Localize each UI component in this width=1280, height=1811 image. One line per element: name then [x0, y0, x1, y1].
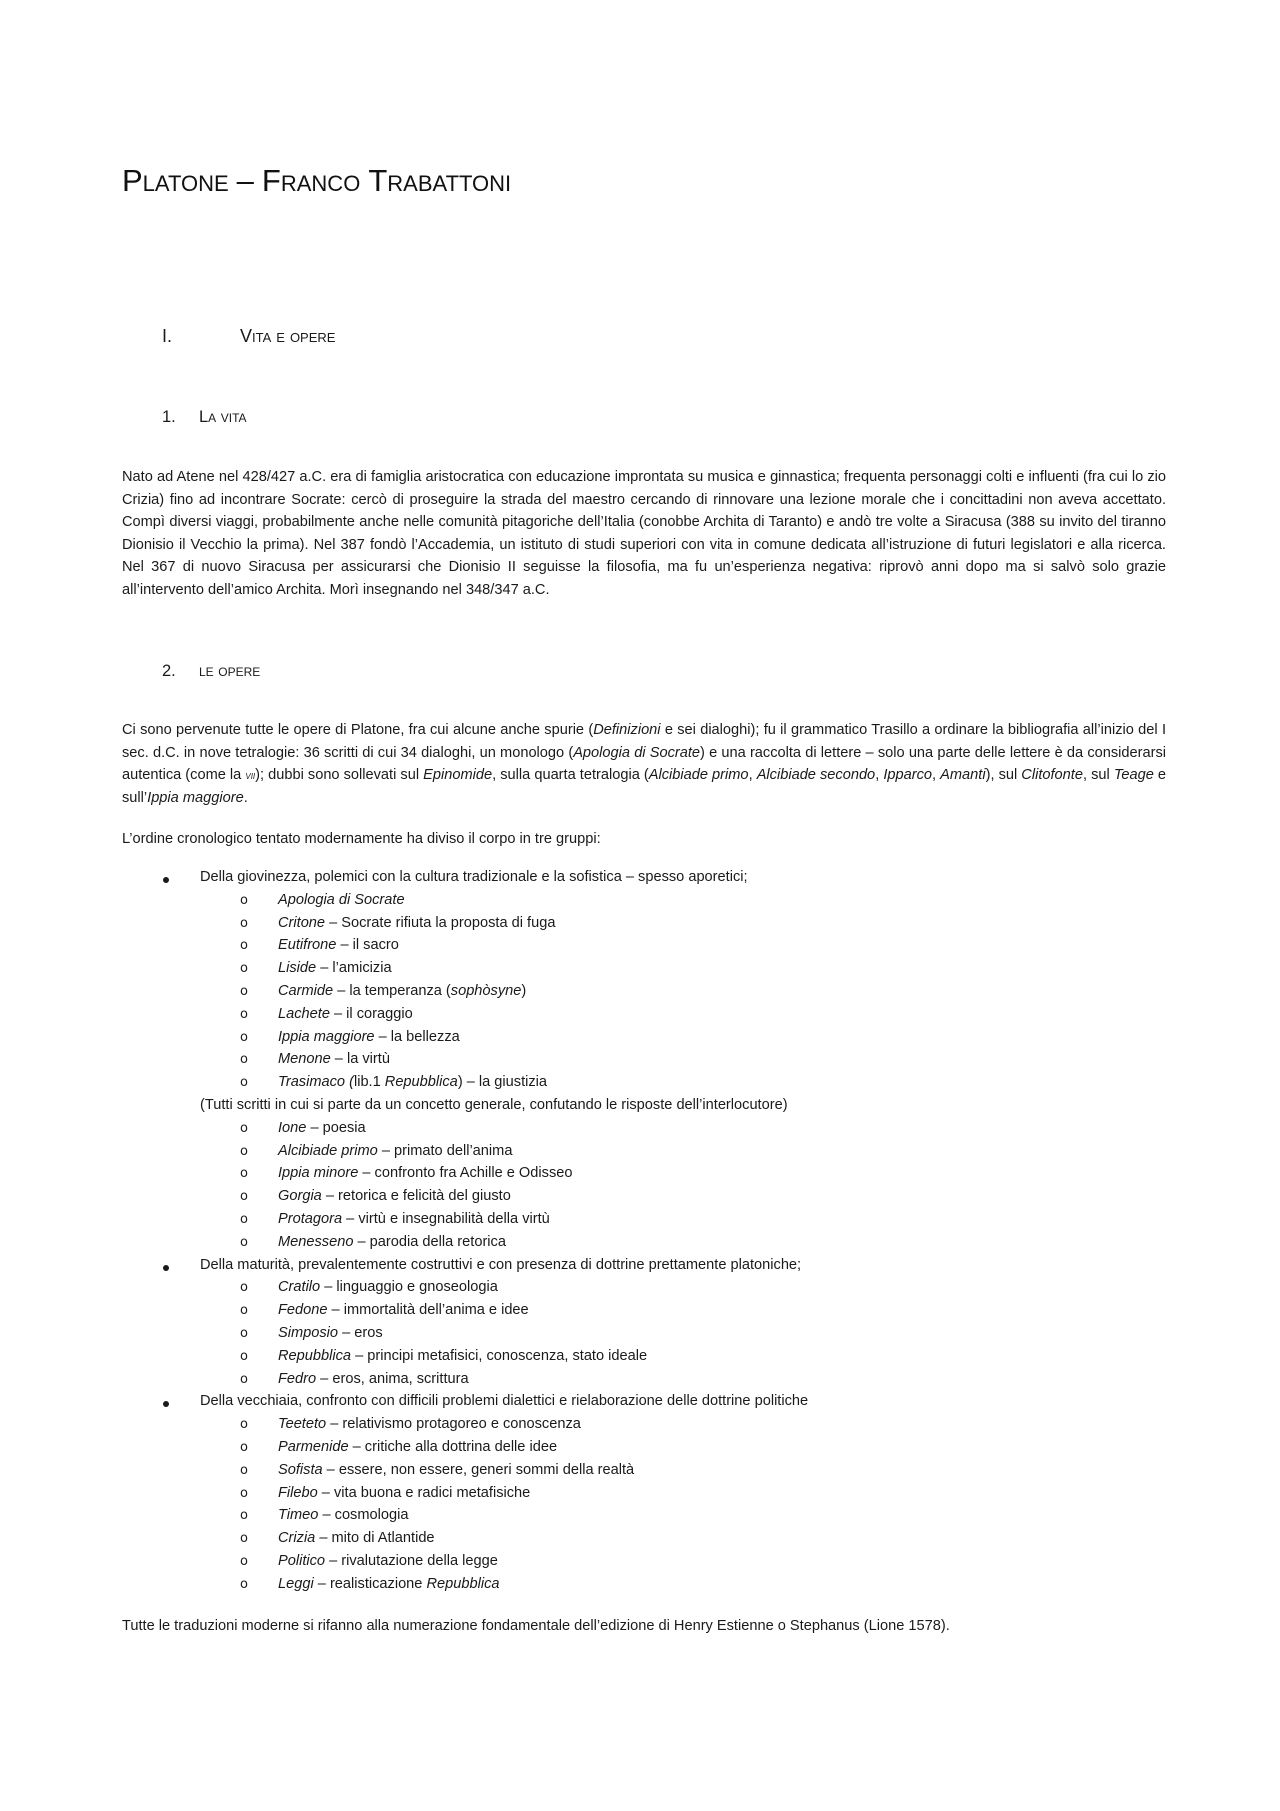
work-extra-italic: Repubblica — [384, 1074, 458, 1091]
work-description: – vita buona e radici metafisiche — [317, 1484, 531, 1501]
group-label: Della giovinezza, polemici con la cultura tradizionale e la sofistica – spesso aporetici; — [200, 869, 748, 885]
work-title: Menesseno — [278, 1233, 354, 1250]
work-item — [278, 1507, 408, 1523]
sub-bullet-icon: o — [240, 1531, 248, 1547]
work-title: Menone — [278, 1051, 331, 1068]
work-item — [278, 1120, 366, 1136]
work-description: – parodia della retorica — [353, 1233, 506, 1250]
work-title: Repubblica — [278, 1347, 352, 1364]
title-italic: Alcibiade primo — [648, 767, 749, 783]
sub-bullet-icon: o — [240, 1485, 248, 1501]
section-number: 2. — [162, 662, 176, 680]
work-description: lib.1 — [353, 1074, 385, 1091]
work-item — [278, 1165, 572, 1181]
work-item — [278, 960, 392, 976]
document-title — [122, 162, 511, 199]
work-title: Crizia — [278, 1530, 316, 1547]
work-title: Critone — [278, 914, 326, 931]
text-run: Ci sono pervenute tutte le opere di Platone, fra cui alcune anche spurie ( — [122, 722, 594, 738]
sub-bullet-icon: o — [240, 1120, 248, 1136]
work-item — [278, 983, 526, 999]
section-number: 1. — [162, 408, 176, 426]
work-item — [278, 1462, 634, 1478]
work-title: Sofista — [278, 1461, 323, 1478]
work-item — [278, 1553, 498, 1569]
work-title: Gorgia — [278, 1188, 322, 1205]
sub-bullet-icon: o — [240, 961, 248, 977]
work-extra-italic: Repubblica — [426, 1575, 500, 1592]
work-description: – critiche alla dottrina delle idee — [348, 1439, 558, 1455]
sub-bullet-icon: o — [240, 1326, 248, 1341]
sub-bullet-icon: o — [240, 1462, 248, 1478]
work-item — [278, 1188, 511, 1204]
title-italic: Ipparco — [883, 767, 933, 783]
work-title: Teeteto — [278, 1416, 327, 1433]
sub-bullet-icon: o — [240, 1508, 248, 1524]
work-title: Timeo — [278, 1507, 319, 1524]
text-run: , — [932, 767, 941, 783]
work-item — [278, 892, 405, 908]
work-description: – eros — [338, 1325, 383, 1341]
work-title: Filebo — [278, 1484, 318, 1501]
work-title: Ippia maggiore — [278, 1028, 375, 1045]
chapter-heading — [162, 326, 335, 347]
bullet-icon — [163, 877, 169, 883]
work-description: – virtù e insegnabilità della virtù — [342, 1211, 550, 1227]
sub-bullet-icon: o — [240, 1234, 248, 1250]
work-description: – primato dell’anima — [377, 1142, 513, 1159]
work-item — [278, 1302, 529, 1318]
sub-bullet-icon: o — [240, 1052, 248, 1068]
sub-bullet-icon: o — [240, 1554, 248, 1569]
work-description: – retorica e felicità del giusto — [321, 1188, 511, 1205]
work-item — [278, 1006, 413, 1022]
opere-paragraph — [122, 719, 1166, 809]
work-description: – confronto fra Achille e Odisseo — [358, 1165, 573, 1182]
text-run: ) e una raccolta di lettere – solo una parte delle lettere è da considerarsi autentica (come la — [122, 744, 1166, 783]
work-item — [278, 1029, 460, 1045]
work-extra-text: ) – la giustizia — [457, 1074, 548, 1091]
bullet-icon — [163, 1401, 169, 1407]
work-title: Apologia di Socrate — [278, 891, 405, 908]
work-item — [278, 1051, 390, 1067]
sub-bullet-icon: o — [240, 1417, 248, 1433]
work-title: Trasimaco ( — [278, 1074, 354, 1091]
sub-bullet-icon: o — [240, 1075, 248, 1091]
work-description: – realisticazione — [313, 1575, 427, 1592]
work-item — [278, 1325, 383, 1341]
sub-bullet-icon: o — [240, 1189, 248, 1205]
work-description: – relativismo protagoreo e conoscenza — [326, 1416, 581, 1433]
group-label: Della vecchiaia, confronto con difficili problemi dialettici e rielaborazione delle dottrine politiche — [200, 1393, 809, 1410]
work-title: Eutifrone — [278, 937, 337, 954]
section-heading-vita — [162, 408, 247, 427]
work-item — [278, 1279, 498, 1295]
work-description: – Socrate rifiuta la proposta di fuga — [325, 914, 556, 931]
work-item — [278, 937, 399, 953]
sub-bullet-icon: o — [240, 1371, 248, 1387]
letter-numeral: vii — [245, 768, 256, 782]
sub-bullet-icon: o — [240, 1166, 248, 1182]
text-run: , sul — [1082, 767, 1114, 783]
title-italic: Teage — [1113, 767, 1154, 783]
text-run: ), sul — [985, 767, 1022, 783]
group-note: (Tutti scritti in cui si parte da un concetto generale, confutando le risposte dell’interlocutore) — [200, 1097, 788, 1113]
work-item — [278, 915, 555, 931]
text-run: . — [243, 789, 248, 806]
title-author: Platone — [122, 163, 229, 198]
group-label: Della maturità, prevalentemente costruttivi e con presenza di dottrine prettamente platoniche; — [200, 1256, 802, 1273]
section-heading-opere — [162, 662, 260, 681]
sub-bullet-icon: o — [240, 1440, 248, 1455]
work-description: – il coraggio — [329, 1005, 413, 1022]
work-description: – rivalutazione della legge — [325, 1553, 498, 1569]
chapter-number: I. — [162, 326, 173, 346]
work-item — [278, 1074, 547, 1090]
work-description: – cosmologia — [318, 1507, 409, 1524]
work-item — [278, 1348, 647, 1364]
work-item — [278, 1234, 506, 1250]
section-label: le opere — [199, 662, 261, 680]
work-title: Carmide — [278, 983, 334, 999]
work-description: – immortalità dell’anima e idee — [327, 1302, 529, 1319]
text-run: , sulla quarta tetralogia ( — [492, 767, 649, 783]
title-italic: Clitofonte — [1021, 767, 1083, 783]
text-run: ); dubbi sono sollevati sul — [255, 767, 424, 783]
sub-bullet-icon: o — [240, 1006, 248, 1022]
work-description: – poesia — [306, 1119, 366, 1136]
work-description: – il sacro — [336, 937, 399, 954]
work-description: – principi metafisici, conoscenza, stato ideale — [351, 1347, 648, 1364]
work-title: Alcibiade primo — [278, 1142, 378, 1159]
title-italic: Epinomide — [423, 767, 493, 783]
order-intro: L’ordine cronologico tentato modernamente ha diviso il corpo in tre gruppi: — [122, 831, 601, 847]
sub-bullet-icon: o — [240, 1212, 248, 1227]
sub-bullet-icon: o — [240, 892, 248, 908]
work-item — [278, 1416, 581, 1432]
bullet-icon — [163, 1265, 169, 1271]
sub-bullet-icon: o — [240, 1303, 248, 1319]
title-italic: Apologia di Socrate — [573, 744, 701, 761]
work-item — [278, 1143, 512, 1159]
work-item — [278, 1485, 530, 1501]
title-italic: Definizioni — [593, 722, 661, 738]
section-label: La vita — [199, 408, 247, 426]
title-editor: Franco Trabattoni — [261, 163, 512, 198]
sub-bullet-icon: o — [240, 915, 248, 931]
title-italic: Amanti — [940, 767, 986, 783]
work-description: – mito di Atlantide — [315, 1530, 435, 1547]
work-title: Lachete — [278, 1005, 330, 1022]
text-run: , — [875, 767, 884, 783]
sub-bullet-icon: o — [240, 1280, 248, 1296]
work-extra-text: ) — [521, 983, 527, 999]
work-title: Fedro — [278, 1370, 317, 1387]
work-description: – la virtù — [330, 1051, 390, 1068]
work-description: – essere, non essere, generi sommi della realtà — [322, 1461, 635, 1478]
work-item — [278, 1211, 550, 1227]
text-run: , — [748, 767, 757, 783]
work-item — [278, 1530, 435, 1546]
sub-bullet-icon: o — [240, 1576, 248, 1592]
work-description: – l’amicizia — [316, 960, 392, 977]
work-description: – la temperanza ( — [333, 983, 451, 999]
work-item — [278, 1439, 557, 1455]
title-italic: Ippia maggiore — [147, 789, 244, 806]
chapter-label: Vita e opere — [240, 326, 336, 346]
sub-bullet-icon: o — [240, 1143, 248, 1159]
title-italic: Alcibiade secondo — [756, 767, 876, 783]
work-title: Ione — [278, 1119, 307, 1136]
title-dash: – — [236, 163, 254, 198]
work-extra-italic: sophòsyne — [450, 983, 522, 999]
sub-bullet-icon: o — [240, 984, 248, 999]
work-title: Politico — [278, 1553, 326, 1569]
work-description: – eros, anima, scrittura — [316, 1370, 469, 1387]
work-title: Cratilo — [278, 1279, 321, 1296]
work-item — [278, 1576, 500, 1592]
work-title: Liside — [278, 960, 317, 977]
sub-bullet-icon: o — [240, 938, 248, 954]
work-description: – linguaggio e gnoseologia — [320, 1279, 498, 1296]
work-title: Fedone — [278, 1302, 328, 1319]
vita-paragraph: Nato ad Atene nel 428/427 a.C. era di famiglia aristocratica con educazione improntata su musica e ginnastica; frequenta personaggi colti e influenti (fra cui lo zio Crizia) fino ad incontrare Socrate: cercò di proseguire la strada del maestro cercando di rinnovare una lezione morale che i concittadini non aveva accettato. Compì diversi viaggi, probabilmente anche nelle comunità pitagoriche dell’Italia (conobbe Archita di Taranto) e andò tre volte a Siracusa (388 su invito del tiranno Dionisio il Vecchio la prima). Nel 387 fondò l’Accademia, un istituto di studi superiori con vita in comune dedicata all’istruzione di futuri legislatori e alla ricerca. Nel 367 di nuovo Siracusa per assicurarsi che Dionisio II seguisse la filosofia, ma fu un’esperienza negativa: riprovò anni dopo ma si salvò solo grazie all’intervento dell’amico Archita. Morì insegnando nel 348/347 a.C. — [122, 469, 1166, 598]
work-title: Leggi — [278, 1575, 314, 1592]
sub-bullet-icon: o — [240, 1029, 248, 1045]
work-title: Simposio — [278, 1325, 339, 1341]
closing-paragraph: Tutte le traduzioni moderne si rifanno alla numerazione fondamentale dell’edizione di Henry Estienne o Stephanus (Lione 1578). — [122, 1618, 950, 1634]
text-run: e sei dialoghi); fu il grammatico Trasillo a ordinare la bibliografia all’inizio del I sec. d.C. in nove tetralogie: 36 scritti di cui 34 dialoghi, un monologo ( — [122, 722, 1166, 761]
work-title: Ippia minore — [278, 1165, 359, 1182]
work-item — [278, 1371, 469, 1387]
sub-bullet-icon: o — [240, 1348, 248, 1364]
text-run: e sull’ — [122, 767, 1167, 806]
work-title: Parmenide — [278, 1439, 349, 1455]
work-description: – la bellezza — [374, 1028, 460, 1045]
work-title: Protagora — [278, 1211, 343, 1227]
